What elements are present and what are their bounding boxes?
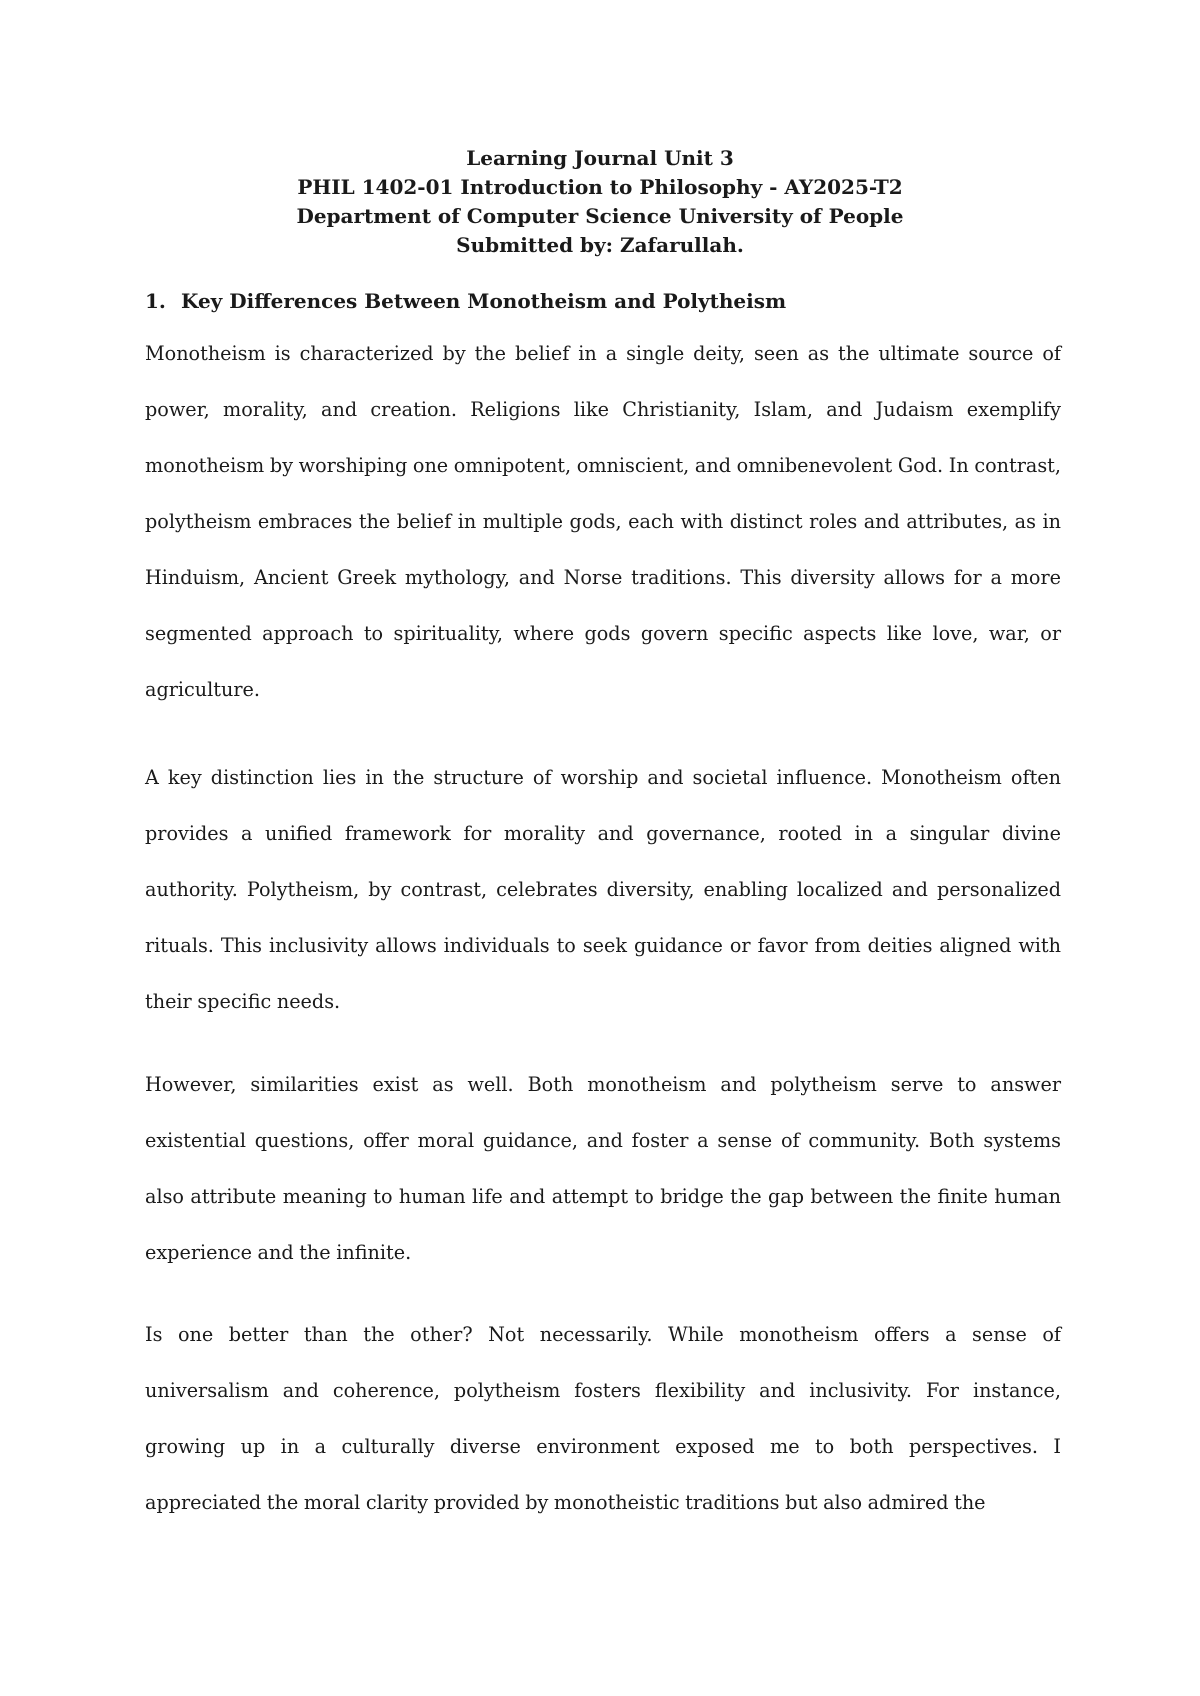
body-paragraph: A key distinction lies in the structure of worship and societal influence. Monotheism often provides a unified framework for morality and governance, rooted in a singular divine authority. Polytheism, by contrast, celebrates diversity, enabling localized and personalized rituals. This inclusivity allows individuals to seek guidance or favor from deities aligned with their specific needs. [145, 766, 1061, 1013]
course-title: PHIL 1402-01 Introduction to Philosophy - AY2025-T2 [297, 175, 903, 199]
document-header [0, 144, 1200, 260]
section-title: Key Differences Between Monotheism and Polytheism [181, 289, 787, 313]
body-paragraph: However, similarities exist as well. Both monotheism and polytheism serve to answer existential questions, offer moral guidance, and foster a sense of community. Both systems also attribute meaning to human life and attempt to bridge the gap between the finite human experience and the infinite. [145, 1073, 1061, 1264]
body-paragraph: Monotheism is characterized by the belief in a single deity, seen as the ultimate source of power, morality, and creation. Religions like Christianity, Islam, and Judaism exemplify monotheism by worshiping one omnipotent, omniscient, and omnibenevolent God. In contrast, polytheism embraces the belief in multiple gods, each with distinct roles and attributes, as in Hinduism, Ancient Greek mythology, and Norse traditions. This diversity allows for a more segmented approach to spirituality, where gods govern specific aspects like love, war, or agriculture. [145, 342, 1061, 701]
body-paragraph: Is one better than the other? Not necessarily. While monotheism offers a sense of universalism and coherence, polytheism fosters flexibility and inclusivity. For instance, growing up in a culturally diverse environment exposed me to both perspectives. I appreciated the moral clarity provided by monotheistic traditions but also admired the [145, 1323, 1061, 1514]
document-title: Learning Journal Unit 3 [466, 146, 734, 170]
section-heading [145, 288, 786, 314]
section-number: 1. [145, 289, 166, 313]
author-line: Submitted by: Zafarullah. [456, 233, 744, 257]
department-name: Department of Computer Science University of People [296, 204, 904, 228]
